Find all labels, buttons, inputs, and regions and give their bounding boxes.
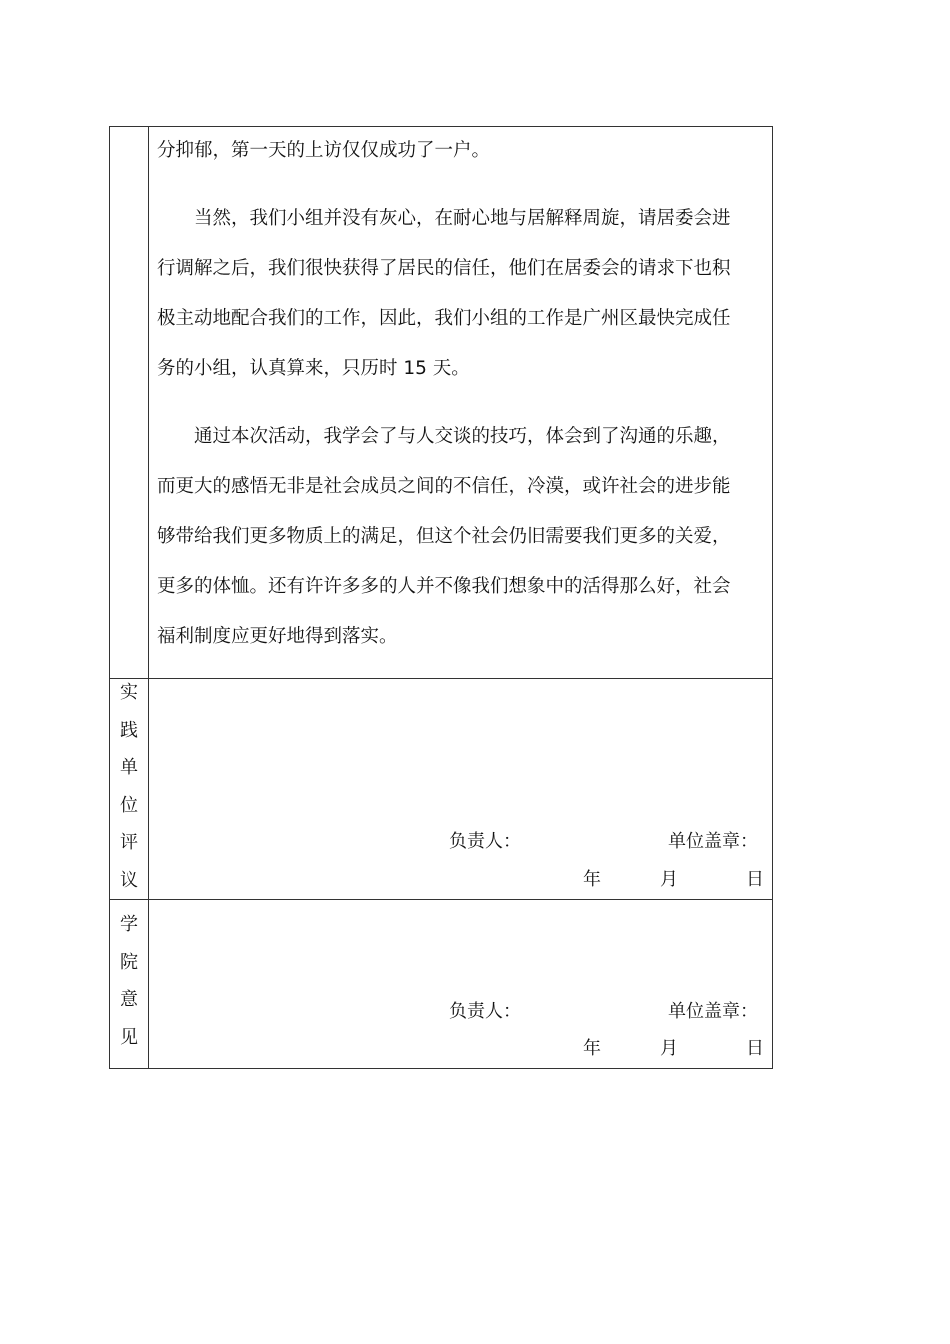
- college-month-label: 月: [660, 1038, 678, 1059]
- unit-month-label: 月: [660, 869, 678, 890]
- label-char: 院: [120, 951, 138, 973]
- unit-seal-label: 单位盖章：: [668, 831, 758, 852]
- label-char: 单: [120, 757, 138, 779]
- unit-day-label: 日: [746, 869, 764, 890]
- unit-year-label: 年: [583, 869, 601, 890]
- narrative-line: 够带给我们更多物质上的满足，但这个社会仍旧需要我们更多的关爱，: [157, 526, 731, 547]
- table-divider-1: [109, 678, 773, 679]
- label-char: 实: [120, 682, 138, 703]
- unit-review-label: [110, 674, 148, 900]
- narrative-section: [157, 126, 767, 662]
- unit-responsible-label: 负责人：: [449, 831, 521, 852]
- narrative-line: 分抑郁，第一天的上访仅仅成功了一户。: [157, 140, 491, 161]
- narrative-line: 通过本次活动，我学会了与人交谈的技巧，体会到了沟通的乐趣，: [194, 426, 731, 447]
- label-char: 位: [120, 794, 138, 816]
- narrative-line: 更多的体恤。还有许许多多的人并不像我们想象中的活得那么好，社会: [157, 576, 731, 597]
- college-seal-label: 单位盖章：: [668, 1001, 758, 1022]
- college-day-label: 日: [746, 1038, 764, 1059]
- college-opinion-label: [110, 906, 148, 1056]
- label-char: 意: [120, 989, 138, 1011]
- college-responsible-label: 负责人：: [449, 1001, 521, 1022]
- narrative-line: 行调解之后，我们很快获得了居民的信任，他们在居委会的请求下也积: [157, 258, 731, 279]
- college-year-label: 年: [583, 1038, 601, 1059]
- table-divider-2: [109, 899, 773, 900]
- label-char: 见: [120, 1026, 138, 1048]
- narrative-line: 当然，我们小组并没有灰心，在耐心地与居解释周旋，请居委会进: [194, 208, 731, 229]
- label-char: 评: [120, 832, 138, 854]
- label-char: 学: [120, 914, 138, 935]
- table-column-divider: [148, 126, 149, 1069]
- table-border-right: [772, 126, 773, 1069]
- narrative-line: 务的小组，认真算来，只历时 15 天。: [157, 358, 470, 379]
- table-border-bottom: [109, 1068, 773, 1069]
- label-char: 践: [120, 719, 138, 741]
- narrative-line: 而更大的感悟无非是社会成员之间的不信任，冷漠，或许社会的进步能: [157, 476, 731, 497]
- label-char: 议: [120, 869, 138, 891]
- narrative-line: 极主动地配合我们的工作，因此，我们小组的工作是广州区最快完成任: [157, 308, 731, 329]
- narrative-line: 福利制度应更好地得到落实。: [157, 626, 398, 647]
